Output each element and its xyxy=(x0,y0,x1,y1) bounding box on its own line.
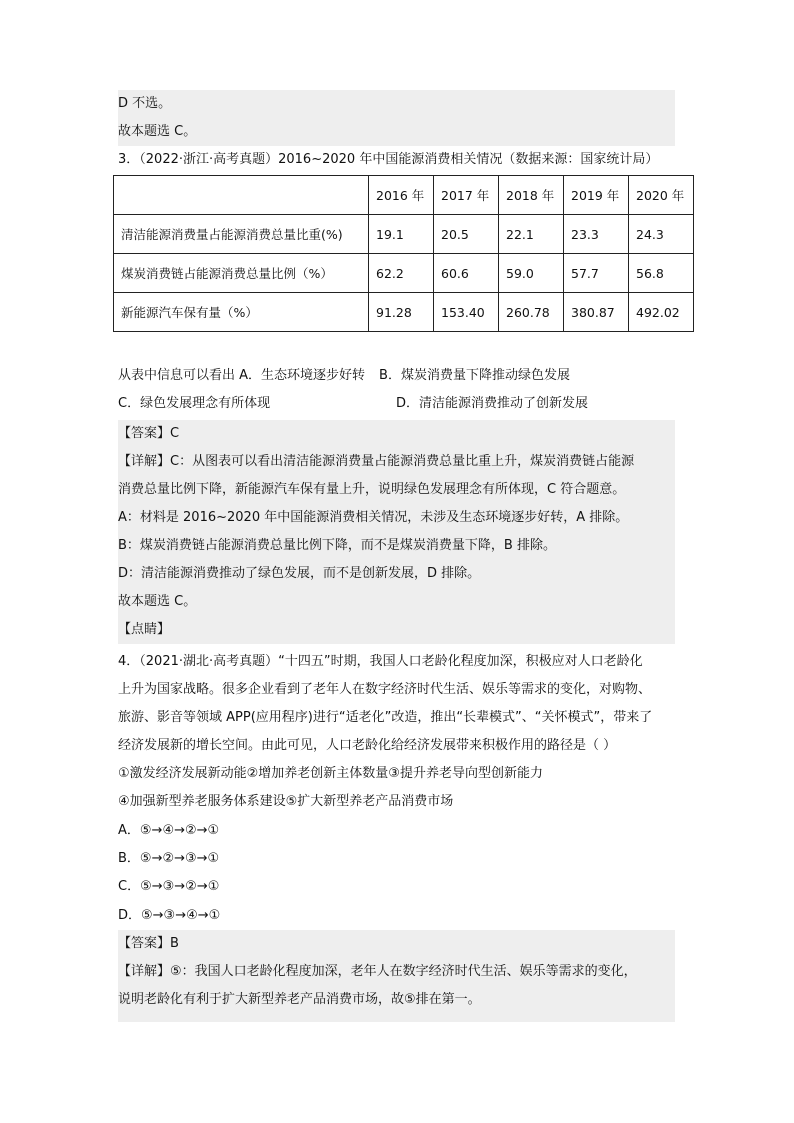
table-header-cell: 2017 年 xyxy=(434,176,499,215)
table-header-cell xyxy=(114,176,369,215)
q4-option-a: A．⑤→④→②→① xyxy=(118,823,220,838)
q3-option-d: D．清洁能源消费推动了创新发展 xyxy=(396,396,589,411)
q4-option-d: D．⑤→③→④→① xyxy=(118,908,221,923)
table-row xyxy=(114,254,694,293)
table-header-cell: 2018 年 xyxy=(499,176,564,215)
table-header-cell: 2020 年 xyxy=(629,176,694,215)
q3-conclusion: 故本题选 C。 xyxy=(118,588,675,616)
table-cell: 24.3 xyxy=(629,215,694,254)
q3-answer: 【答案】C xyxy=(118,420,675,448)
table-header-cell: 2016 年 xyxy=(369,176,434,215)
q4-stem-4: 经济发展新的增长空间。由此可见，人口老龄化给经济发展带来积极作用的路径是（ ） xyxy=(118,738,617,753)
energy-table xyxy=(113,175,694,332)
q3-dianjing: 【点睛】 xyxy=(118,616,675,644)
q3-detail-2: 消费总量比例下降，新能源汽车保有量上升，说明绿色发展理念有所体现，C 符合题意。 xyxy=(118,476,675,504)
q3-question-option-a: 从表中信息可以看出 A．生态环境逐步好转 xyxy=(118,368,366,383)
q2-conclusion: 故本题选 C。 xyxy=(118,118,675,146)
q3-detail-4: B：煤炭消费链占能源消费总量比例下降，而不是煤炭消费量下降，B 排除。 xyxy=(118,532,675,560)
q3-options-line-2 xyxy=(118,390,675,418)
table-cell: 煤炭消费链占能源消费总量比例（%） xyxy=(114,254,369,293)
q3-detail-5: D：清洁能源消费推动了绿色发展，而不是创新发展，D 排除。 xyxy=(118,560,675,588)
q4-option-c: C．⑤→③→②→① xyxy=(118,879,220,894)
q2-tail-line: D 不选。 xyxy=(118,90,675,118)
table-cell: 23.3 xyxy=(564,215,629,254)
table-cell: 260.78 xyxy=(499,293,564,332)
table-cell: 清洁能源消费量占能源消费总量比重(%) xyxy=(114,215,369,254)
q4-detail-1: 【详解】⑤：我国人口老龄化程度加深，老年人在数字经济时代生活、娱乐等需求的变化， xyxy=(118,958,675,986)
table-header-cell: 2019 年 xyxy=(564,176,629,215)
q4-stem-1: 4．（2021·湖北·高考真题）“十四五”时期，我国人口老龄化程度加深，积极应对人口老龄化 xyxy=(118,654,643,669)
table-row xyxy=(114,293,694,332)
q4-stem-2: 上升为国家战略。很多企业看到了老年人在数字经济时代生活、娱乐等需求的变化，对购物、 xyxy=(118,682,652,697)
table-cell: 62.2 xyxy=(369,254,434,293)
q3-detail-1: 【详解】C：从图表可以看出清洁能源消费量占能源消费总量比重上升，煤炭消费链占能源 xyxy=(118,448,675,476)
q4-answer: 【答案】B xyxy=(118,930,675,958)
table-cell: 22.1 xyxy=(499,215,564,254)
q3-detail-3: A：材料是 2016~2020 年中国能源消费相关情况，未涉及生态环境逐步好转，A 排除。 xyxy=(118,504,675,532)
table-cell: 56.8 xyxy=(629,254,694,293)
q3-option-c: C．绿色发展理念有所体现 xyxy=(118,396,271,411)
q3-option-b: B．煤炭消费量下降推动绿色发展 xyxy=(379,368,570,383)
table-cell: 新能源汽车保有量（%） xyxy=(114,293,369,332)
q4-stem-3: 旅游、影音等领域 APP(应用程序)进行“适老化”改造，推出“长辈模式”、“关怀模式”，带来了 xyxy=(118,710,653,725)
table-cell: 20.5 xyxy=(434,215,499,254)
table-cell: 59.0 xyxy=(499,254,564,293)
table-cell: 153.40 xyxy=(434,293,499,332)
q3-options-line-1 xyxy=(118,362,675,390)
table-cell: 492.02 xyxy=(629,293,694,332)
q4-items-1: ①激发经济发展新动能②增加养老创新主体数量③提升养老导向型创新能力 xyxy=(118,766,543,781)
table-cell: 19.1 xyxy=(369,215,434,254)
table-cell: 91.28 xyxy=(369,293,434,332)
table-cell: 57.7 xyxy=(564,254,629,293)
q4-items-2: ④加强新型养老服务体系建设⑤扩大新型养老产品消费市场 xyxy=(118,794,454,809)
q4-option-b: B．⑤→②→③→① xyxy=(118,851,220,866)
table-row xyxy=(114,215,694,254)
table-cell: 380.87 xyxy=(564,293,629,332)
q3-stem: 3．（2022·浙江·高考真题）2016~2020 年中国能源消费相关情况（数据来源：国家统计局） xyxy=(118,152,659,167)
q4-detail-2: 说明老龄化有利于扩大新型养老产品消费市场，故⑤排在第一。 xyxy=(118,986,675,1022)
table-cell: 60.6 xyxy=(434,254,499,293)
table-header-row xyxy=(114,176,694,215)
